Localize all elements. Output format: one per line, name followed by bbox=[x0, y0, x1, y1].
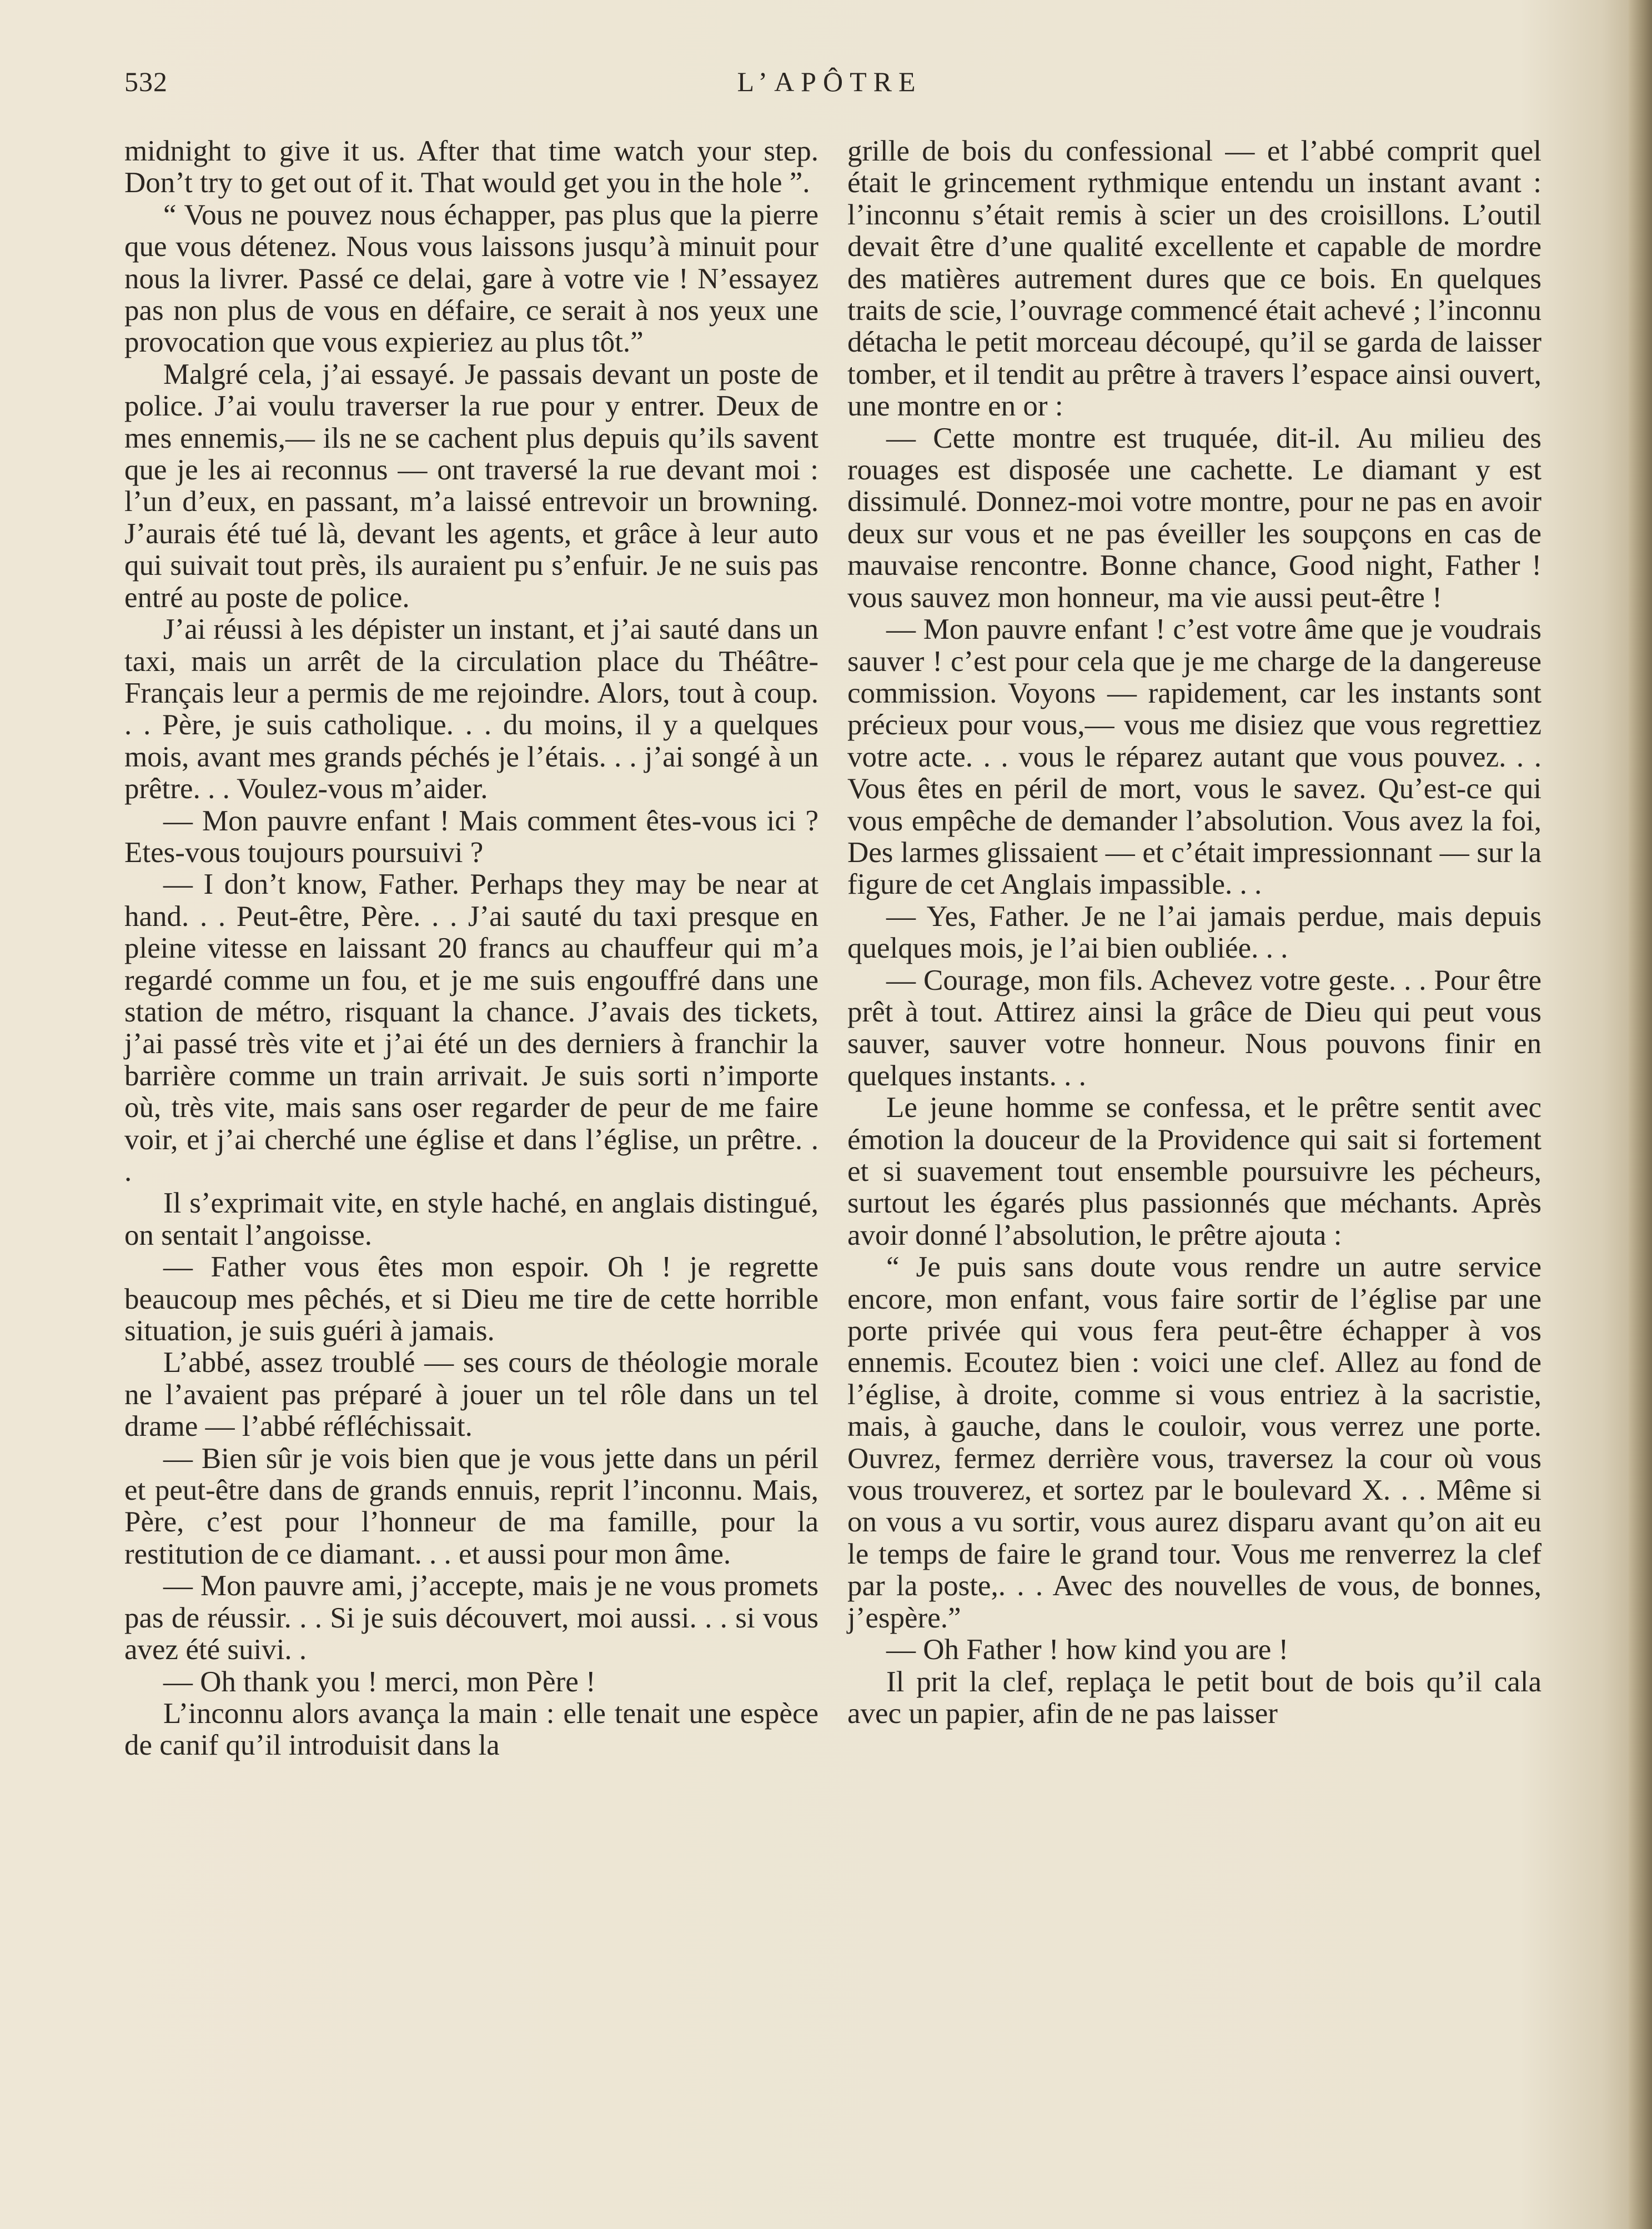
paragraph: Il prit la clef, replaça le petit bout de bois qu’il cala avec un papier, afin de ne pas laisser bbox=[847, 1665, 1541, 1730]
page-binding-edge bbox=[1629, 0, 1652, 2229]
paragraph: — Mon pauvre ami, j’accepte, mais je ne vous promets pas de réussir. . . Si je suis découvert, moi aussi. . . si vous avez été suivi. . bbox=[124, 1570, 819, 1666]
paragraph: L’abbé, assez troublé — ses cours de théologie morale ne l’avaient pas préparé à jouer un tel rôle dans un tel drame — l’abbé réfléchissait. bbox=[124, 1346, 819, 1443]
right-text-column bbox=[847, 136, 1541, 1730]
page-header bbox=[124, 66, 1535, 104]
paragraph: J’ai réussi à les dépister un instant, et j’ai sauté dans un taxi, mais un arrêt de la circulation place du Théâtre-Français leur a permis de me rejoindre. Alors, tout à coup. . . Père, je suis catholique. . . du moins, il y a quelques mois, avant mes grands péchés je l’étais. . . j’ai songé à un prêtre. . . Voulez-vous m’aider. bbox=[124, 613, 819, 805]
paragraph: — Yes, Father. Je ne l’ai jamais perdue, mais depuis quelques mois, je l’ai bien oubliée. . . bbox=[847, 900, 1541, 965]
paragraph: L’inconnu alors avança la main : elle tenait une espèce de canif qu’il introduisit dans la bbox=[124, 1697, 819, 1762]
paragraph: — Cette montre est truquée, dit-il. Au milieu des rouages est disposée une cachette. Le diamant y est dissimulé. Donnez-moi votre montre, pour ne pas en avoir deux sur vous et ne pas éveiller les soupçons en cas de mauvaise rencontre. Bonne chance, Good night, Father ! vous sauvez mon honneur, ma vie aussi peut-être ! bbox=[847, 422, 1541, 614]
paragraph: — Courage, mon fils. Achevez votre geste. . . Pour être prêt à tout. Attirez ainsi la grâce de Dieu qui peut vous sauver, sauver votre honneur. Nous pouvons finir en quelques instants. . . bbox=[847, 964, 1541, 1092]
paragraph: — I don’t know, Father. Perhaps they may be near at hand. . . Peut-être, Père. . . J’ai sauté du taxi presque en pleine vitesse en laissant 20 francs au chauffeur qui m’a regardé comme un fou, et je me suis engouffré dans une station de métro, risquant la chance. J’avais des tickets, j’ai passé très vite et j’ai été un des derniers à franchir la barrière comme un train arrivait. Je suis sorti n’importe où, très vite, mais sans oser regarder de peur de me faire voir, et j’ai cherché une église et dans l’église, un prêtre. . . bbox=[124, 868, 819, 1188]
paragraph: — Oh thank you ! merci, mon Père ! bbox=[163, 1665, 596, 1698]
left-text-column bbox=[124, 136, 819, 1762]
paragraph: grille de bois du confessional — et l’abbé comprit quel était le grincement rythmique entendu un instant avant : l’inconnu s’était remis à scier un des croisillons. L’outil devait être d’une qualité excellente et capable de mordre des matières autrement dures que ce bois. En quelques traits de scie, l’ouvrage commencé était achevé ; l’inconnu détacha le petit morceau découpé, qu’il se garda de laisser tomber, et il tendit au prêtre à travers l’espace ainsi ouvert, une montre en or : bbox=[847, 135, 1541, 423]
paragraph: Malgré cela, j’ai essayé. Je passais devant un poste de police. J’ai voulu traverser la rue pour y entrer. Deux de mes ennemis,— ils ne se cachent plus depuis qu’ils savent que je les ai reconnus — ont traversé la rue devant moi : l’un d’eux, en passant, m’a laissé entrevoir un browning. J’aurais été tué là, devant les agents, et grâce à leur auto qui suivait tout près, ils auraient pu s’enfuir. Je ne suis pas entré au poste de police. bbox=[124, 358, 819, 614]
paragraph: — Father vous êtes mon espoir. Oh ! je regrette beaucoup mes pêchés, et si Dieu me tire de cette horrible situation, je suis guéri à jamais. bbox=[124, 1251, 819, 1348]
running-title: L’APÔTRE bbox=[737, 66, 922, 97]
paragraph: — Bien sûr je vois bien que je vous jette dans un péril et peut-être dans de grands ennuis, reprit l’inconnu. Mais, Père, c’est pour l’honneur de ma famille, pour la restitution de ce diamant. . . et aussi pour mon âme. bbox=[124, 1442, 819, 1570]
paragraph: Il s’exprimait vite, en style haché, en anglais distingué, on sentait l’angoisse. bbox=[124, 1187, 819, 1251]
paragraph: — Mon pauvre enfant ! Mais comment êtes-vous ici ? Etes-vous toujours poursuivi ? bbox=[124, 804, 819, 869]
page-number: 532 bbox=[124, 66, 168, 97]
paragraph: “ Vous ne pouvez nous échapper, pas plus que la pierre que vous détenez. Nous vous laissons jusqu’à minuit pour nous la livrer. Passé ce delai, gare à votre vie ! N’essayez pas non plus de vous en défaire, ce serait à nos yeux une provocation que vous expieriez au plus tôt.” bbox=[124, 198, 819, 359]
paragraph: midnight to give it us. After that time watch your step. Don’t try to get out of it. That would get you in the hole ”. bbox=[124, 135, 819, 199]
paragraph: — Mon pauvre enfant ! c’est votre âme que je voudrais sauver ! c’est pour cela que je me charge de la dangereuse commission. Voyons — rapidement, car les instants sont précieux pour vous,— vous me disiez que vous regrettiez votre acte. . . vous le réparez autant que vous pouvez. . . Vous êtes en péril de mort, vous le savez. Qu’est-ce qui vous empêche de demander l’absolution. Vous avez la foi, Des larmes glissaient — et c’était impressionnant — sur la figure de cet Anglais impassible. . . bbox=[847, 613, 1541, 901]
paragraph: — Oh Father ! how kind you are ! bbox=[886, 1634, 1289, 1666]
paragraph: Le jeune homme se confessa, et le prêtre sentit avec émotion la douceur de la Providence qui sait si fortement et si suavement tout ensemble poursuivre les pécheurs, surtout les égarés plus passionnés que méchants. Après avoir donné l’absolution, le prêtre ajouta : bbox=[847, 1091, 1541, 1251]
paragraph: “ Je puis sans doute vous rendre un autre service encore, mon enfant, vous faire sortir de l’église par une porte privée qui vous fera peut-être échapper à vos ennemis. Ecoutez bien : voici une clef. Allez au fond de l’église, à droite, comme si vous entriez à la sacristie, mais, à gauche, dans le couloir, vous verrez une porte. Ouvrez, fermez derrière vous, traversez la cour où vous vous trouverez, et sortez par le boulevard X. . . Même si on vous a vu sortir, vous aurez disparu avant qu’on ait eu le temps de faire le grand tour. Vous me renverrez la clef par la poste,. . . Avec des nouvelles de vous, de bonnes, j’espère.” bbox=[847, 1251, 1541, 1634]
